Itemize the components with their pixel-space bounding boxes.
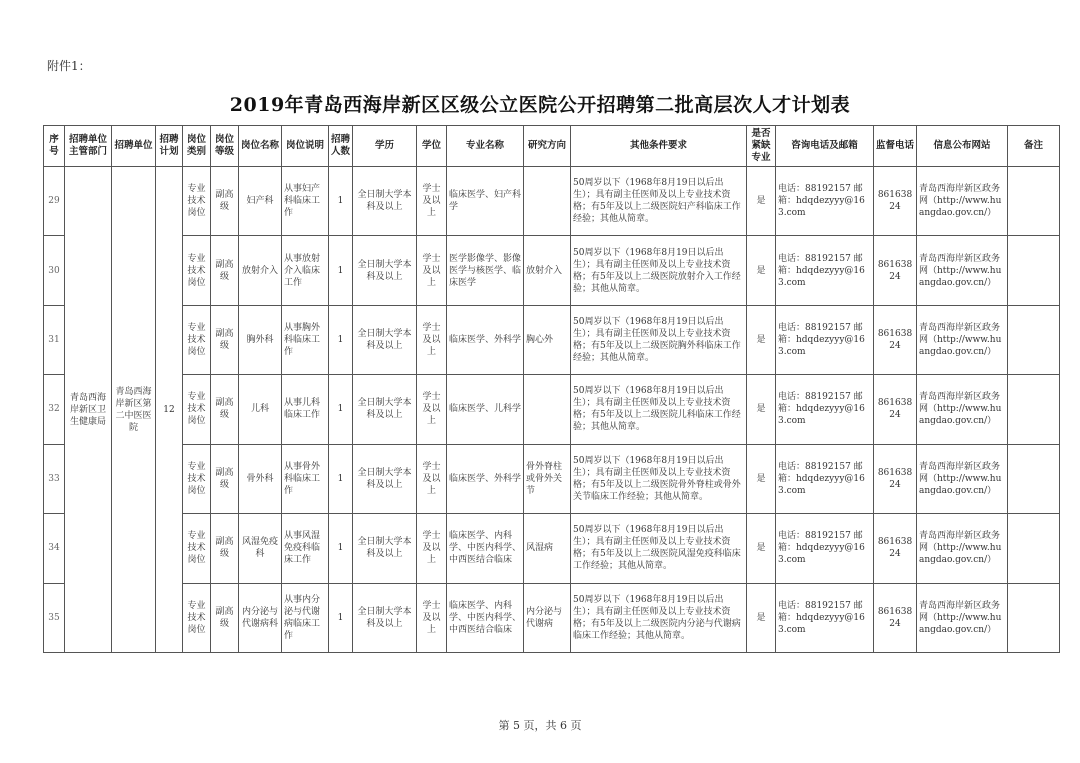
education: 全日制大学本科及以上 (353, 514, 417, 583)
headcount: 1 (329, 514, 353, 583)
education: 全日制大学本科及以上 (353, 444, 417, 513)
table-row (44, 236, 1060, 305)
header-cell: 岗位说明 (282, 126, 329, 167)
post-name: 内分泌与代谢病科 (239, 583, 282, 652)
contact-info: 电话：88192157 邮箱：hdqdezyyy@163.com (776, 305, 874, 374)
degree: 学士及以上 (417, 167, 447, 236)
post-level: 副高级 (211, 236, 239, 305)
post-name: 儿科 (239, 375, 282, 444)
contact-info: 电话：88192157 邮箱：hdqdezyyy@163.com (776, 167, 874, 236)
contact-info: 电话：88192157 邮箱：hdqdezyyy@163.com (776, 514, 874, 583)
research-direction: 骨外脊柱或骨外关节 (524, 444, 571, 513)
header-row (44, 126, 1060, 167)
education: 全日制大学本科及以上 (353, 167, 417, 236)
major: 临床医学、内科学、中医内科学、中西医结合临床 (447, 583, 524, 652)
note (1008, 305, 1060, 374)
supervision-phone: 86163824 (874, 514, 917, 583)
post-category: 专业技术岗位 (183, 236, 211, 305)
table-row (44, 375, 1060, 444)
headcount: 1 (329, 375, 353, 444)
post-level: 副高级 (211, 583, 239, 652)
header-cell: 招聘单位主管部门 (65, 126, 112, 167)
table-row (44, 583, 1060, 652)
note (1008, 514, 1060, 583)
supervision-phone: 86163824 (874, 236, 917, 305)
post-level: 副高级 (211, 444, 239, 513)
post-name: 妇产科 (239, 167, 282, 236)
research-direction (524, 167, 571, 236)
row-number: 34 (44, 514, 65, 583)
header-cell: 是否紧缺专业 (747, 126, 776, 167)
degree: 学士及以上 (417, 514, 447, 583)
other-requirements: 50周岁以下（1968年8月19日以后出生）；具有副主任医师及以上专业技术资格；有5年及以上二级医院骨外脊柱或骨外关节临床工作经验；其他从简章。 (571, 444, 747, 513)
education: 全日制大学本科及以上 (353, 305, 417, 374)
header-cell: 其他条件要求 (571, 126, 747, 167)
research-direction: 胸心外 (524, 305, 571, 374)
research-direction: 放射介入 (524, 236, 571, 305)
header-cell: 信息公布网站 (917, 126, 1008, 167)
page-footer: 第 5 页，共 6 页 (498, 719, 582, 732)
recruitment-plan-table (43, 125, 1060, 653)
degree: 学士及以上 (417, 583, 447, 652)
header-cell: 咨询电话及邮箱 (776, 126, 874, 167)
other-requirements: 50周岁以下（1968年8月19日以后出生）；具有副主任医师及以上专业技术资格；有5年及以上二级医院风湿免疫科临床工作经验；其他从简章。 (571, 514, 747, 583)
row-number: 35 (44, 583, 65, 652)
post-category: 专业技术岗位 (183, 167, 211, 236)
row-number: 29 (44, 167, 65, 236)
education: 全日制大学本科及以上 (353, 375, 417, 444)
supervision-phone: 86163824 (874, 583, 917, 652)
header-cell: 岗位类别 (183, 126, 211, 167)
degree: 学士及以上 (417, 375, 447, 444)
header-cell: 岗位名称 (239, 126, 282, 167)
supervising-department: 青岛西海岸新区卫生健康局 (65, 167, 112, 653)
scarce-major: 是 (747, 305, 776, 374)
research-direction (524, 375, 571, 444)
contact-info: 电话：88192157 邮箱：hdqdezyyy@163.com (776, 444, 874, 513)
degree: 学士及以上 (417, 236, 447, 305)
header-cell: 学位 (417, 126, 447, 167)
post-category: 专业技术岗位 (183, 444, 211, 513)
info-website: 青岛西海岸新区政务网（http://www.huangdao.gov.cn/） (917, 375, 1008, 444)
supervision-phone: 86163824 (874, 375, 917, 444)
post-category: 专业技术岗位 (183, 514, 211, 583)
headcount: 1 (329, 583, 353, 652)
scarce-major: 是 (747, 236, 776, 305)
major: 临床医学、外科学 (447, 305, 524, 374)
attachment-label: 附件1： (47, 59, 91, 73)
other-requirements: 50周岁以下（1968年8月19日以后出生）；具有副主任医师及以上专业技术资格；有5年及以上二级医院妇产科临床工作经验；其他从简章。 (571, 167, 747, 236)
header-cell: 学历 (353, 126, 417, 167)
research-direction: 风湿病 (524, 514, 571, 583)
recruitment-plan-count: 12 (156, 167, 183, 653)
degree: 学士及以上 (417, 444, 447, 513)
education: 全日制大学本科及以上 (353, 583, 417, 652)
scarce-major: 是 (747, 444, 776, 513)
post-description: 从事儿科临床工作 (282, 375, 329, 444)
info-website: 青岛西海岸新区政务网（http://www.huangdao.gov.cn/） (917, 514, 1008, 583)
major: 临床医学、外科学 (447, 444, 524, 513)
table-row (44, 167, 1060, 236)
post-description: 从事风湿免疫科临床工作 (282, 514, 329, 583)
row-number: 33 (44, 444, 65, 513)
row-number: 30 (44, 236, 65, 305)
major: 医学影像学、影像医学与核医学、临床医学 (447, 236, 524, 305)
major: 临床医学、内科学、中医内科学、中西医结合临床 (447, 514, 524, 583)
note (1008, 236, 1060, 305)
header-cell: 序号 (44, 126, 65, 167)
info-website: 青岛西海岸新区政务网（http://www.huangdao.gov.cn/） (917, 236, 1008, 305)
contact-info: 电话：88192157 邮箱：hdqdezyyy@163.com (776, 236, 874, 305)
supervision-phone: 86163824 (874, 444, 917, 513)
note (1008, 375, 1060, 444)
table-row (44, 305, 1060, 374)
note (1008, 444, 1060, 513)
headcount: 1 (329, 167, 353, 236)
header-cell: 备注 (1008, 126, 1060, 167)
headcount: 1 (329, 305, 353, 374)
post-name: 胸外科 (239, 305, 282, 374)
other-requirements: 50周岁以下（1968年8月19日以后出生）；具有副主任医师及以上专业技术资格；有5年及以上二级医院胸外科临床工作经验；其他从简章。 (571, 305, 747, 374)
other-requirements: 50周岁以下（1968年8月19日以后出生）；具有副主任医师及以上专业技术资格；有5年及以上二级医院放射介入工作经验；其他从简章。 (571, 236, 747, 305)
major: 临床医学、儿科学 (447, 375, 524, 444)
post-description: 从事内分泌与代谢病临床工作 (282, 583, 329, 652)
info-website: 青岛西海岸新区政务网（http://www.huangdao.gov.cn/） (917, 305, 1008, 374)
header-cell: 招聘单位 (112, 126, 156, 167)
scarce-major: 是 (747, 375, 776, 444)
header-cell: 研究方向 (524, 126, 571, 167)
note (1008, 167, 1060, 236)
major: 临床医学、妇产科学 (447, 167, 524, 236)
post-category: 专业技术岗位 (183, 583, 211, 652)
post-description: 从事胸外科临床工作 (282, 305, 329, 374)
note (1008, 583, 1060, 652)
supervision-phone: 86163824 (874, 167, 917, 236)
headcount: 1 (329, 444, 353, 513)
post-category: 专业技术岗位 (183, 305, 211, 374)
post-level: 副高级 (211, 375, 239, 444)
supervision-phone: 86163824 (874, 305, 917, 374)
scarce-major: 是 (747, 167, 776, 236)
post-name: 骨外科 (239, 444, 282, 513)
header-cell: 专业名称 (447, 126, 524, 167)
post-level: 副高级 (211, 167, 239, 236)
page-title: 2019年青岛西海岸新区区级公立医院公开招聘第二批高层次人才计划表 (229, 94, 851, 116)
post-description: 从事放射介入临床工作 (282, 236, 329, 305)
contact-info: 电话：88192157 邮箱：hdqdezyyy@163.com (776, 375, 874, 444)
scarce-major: 是 (747, 514, 776, 583)
header-cell: 监督电话 (874, 126, 917, 167)
post-description: 从事骨外科临床工作 (282, 444, 329, 513)
info-website: 青岛西海岸新区政务网（http://www.huangdao.gov.cn/） (917, 583, 1008, 652)
post-description: 从事妇产科临床工作 (282, 167, 329, 236)
other-requirements: 50周岁以下（1968年8月19日以后出生）；具有副主任医师及以上专业技术资格；有5年及以上二级医院内分泌与代谢病临床工作经验；其他从简章。 (571, 583, 747, 652)
research-direction: 内分泌与代谢病 (524, 583, 571, 652)
info-website: 青岛西海岸新区政务网（http://www.huangdao.gov.cn/） (917, 167, 1008, 236)
post-level: 副高级 (211, 514, 239, 583)
degree: 学士及以上 (417, 305, 447, 374)
recruiting-unit: 青岛西海岸新区第二中医医院 (112, 167, 156, 653)
scarce-major: 是 (747, 583, 776, 652)
headcount: 1 (329, 236, 353, 305)
post-category: 专业技术岗位 (183, 375, 211, 444)
other-requirements: 50周岁以下（1968年8月19日以后出生）；具有副主任医师及以上专业技术资格；有5年及以上二级医院儿科临床工作经验；其他从简章。 (571, 375, 747, 444)
row-number: 31 (44, 305, 65, 374)
post-level: 副高级 (211, 305, 239, 374)
post-name: 放射介入 (239, 236, 282, 305)
contact-info: 电话：88192157 邮箱：hdqdezyyy@163.com (776, 583, 874, 652)
education: 全日制大学本科及以上 (353, 236, 417, 305)
post-name: 风湿免疫科 (239, 514, 282, 583)
table-row (44, 514, 1060, 583)
row-number: 32 (44, 375, 65, 444)
header-cell: 岗位等级 (211, 126, 239, 167)
header-cell: 招聘计划 (156, 126, 183, 167)
header-cell: 招聘人数 (329, 126, 353, 167)
table-row (44, 444, 1060, 513)
info-website: 青岛西海岸新区政务网（http://www.huangdao.gov.cn/） (917, 444, 1008, 513)
